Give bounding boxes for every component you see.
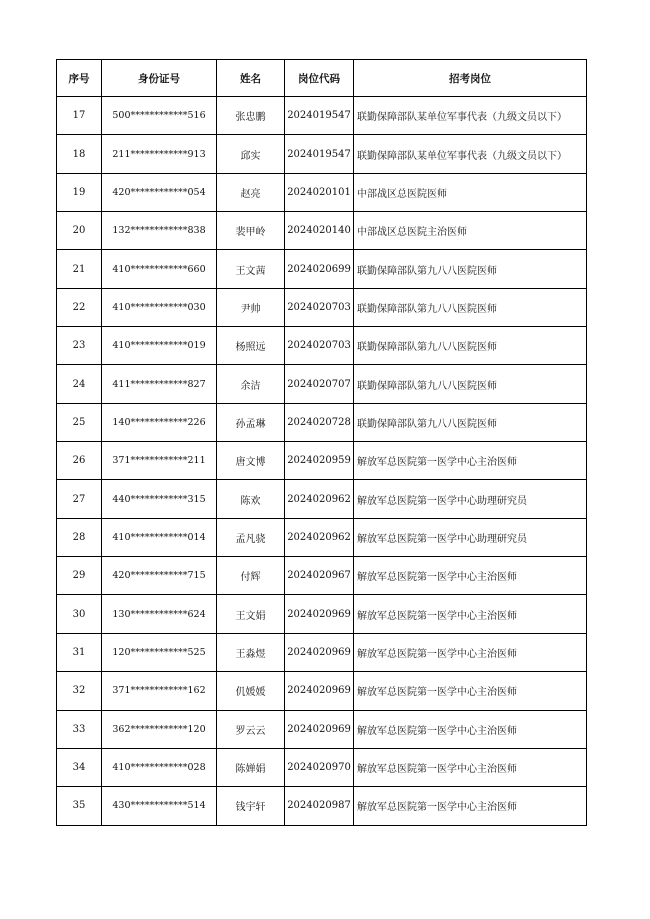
cell-no: 32 — [57, 672, 102, 710]
cell-post-code: 2024020962 — [285, 518, 354, 556]
cell-post-code: 2024020962 — [285, 480, 354, 518]
cell-post-title: 解放军总医院第一医学中心主治医师 — [354, 557, 587, 595]
table-row — [57, 480, 587, 518]
cell-post-title: 解放军总医院第一医学中心主治医师 — [354, 595, 587, 633]
cell-name: 裴甲岭 — [217, 212, 285, 250]
cell-no: 25 — [57, 403, 102, 441]
cell-no: 17 — [57, 97, 102, 135]
cell-no: 30 — [57, 595, 102, 633]
cell-id-number: 211************913 — [102, 135, 217, 173]
cell-id-number: 120************525 — [102, 633, 217, 671]
cell-post-code: 2024020969 — [285, 633, 354, 671]
cell-name: 尹帅 — [217, 288, 285, 326]
table-row — [57, 250, 587, 288]
cell-no: 28 — [57, 518, 102, 556]
header-post: 招考岗位 — [354, 60, 587, 97]
cell-name: 唐文博 — [217, 442, 285, 480]
cell-post-code: 2024020969 — [285, 710, 354, 748]
cell-name: 罗云云 — [217, 710, 285, 748]
cell-name: 孙孟琳 — [217, 403, 285, 441]
cell-id-number: 500************516 — [102, 97, 217, 135]
cell-no: 23 — [57, 327, 102, 365]
cell-no: 31 — [57, 633, 102, 671]
cell-post-title: 联勤保障部队第九八八医院医师 — [354, 365, 587, 403]
table-row — [57, 787, 587, 825]
table-row — [57, 97, 587, 135]
table-body — [57, 97, 587, 826]
cell-post-code: 2024020970 — [285, 748, 354, 786]
cell-post-title: 中部战区总医院主治医师 — [354, 212, 587, 250]
cell-no: 18 — [57, 135, 102, 173]
table-row — [57, 672, 587, 710]
cell-post-title: 中部战区总医院医师 — [354, 173, 587, 211]
cell-post-code: 2024019547 — [285, 97, 354, 135]
cell-no: 35 — [57, 787, 102, 825]
cell-id-number: 410************028 — [102, 748, 217, 786]
cell-post-code: 2024020707 — [285, 365, 354, 403]
cell-name: 付辉 — [217, 557, 285, 595]
cell-no: 24 — [57, 365, 102, 403]
cell-post-code: 2024019547 — [285, 135, 354, 173]
cell-id-number: 430************514 — [102, 787, 217, 825]
cell-post-title: 解放军总医院第一医学中心主治医师 — [354, 787, 587, 825]
cell-name: 钱宇轩 — [217, 787, 285, 825]
cell-id-number: 371************162 — [102, 672, 217, 710]
cell-post-title: 联勤保障部队第九八八医院医师 — [354, 327, 587, 365]
header-code: 岗位代码 — [285, 60, 354, 97]
cell-name: 陈欢 — [217, 480, 285, 518]
table-row — [57, 288, 587, 326]
cell-no: 29 — [57, 557, 102, 595]
cell-id-number: 410************660 — [102, 250, 217, 288]
recruitment-table — [56, 59, 587, 826]
cell-id-number: 410************019 — [102, 327, 217, 365]
table-row — [57, 595, 587, 633]
cell-id-number: 440************315 — [102, 480, 217, 518]
table-row — [57, 442, 587, 480]
cell-post-title: 解放军总医院第一医学中心主治医师 — [354, 710, 587, 748]
cell-post-title: 解放军总医院第一医学中心主治医师 — [354, 633, 587, 671]
cell-name: 杨照远 — [217, 327, 285, 365]
cell-name: 王文娟 — [217, 595, 285, 633]
cell-post-code: 2024020959 — [285, 442, 354, 480]
cell-post-code: 2024020969 — [285, 595, 354, 633]
cell-name: 余洁 — [217, 365, 285, 403]
cell-id-number: 132************838 — [102, 212, 217, 250]
table-row — [57, 212, 587, 250]
cell-name: 赵亮 — [217, 173, 285, 211]
cell-post-code: 2024020703 — [285, 288, 354, 326]
cell-no: 34 — [57, 748, 102, 786]
cell-no: 20 — [57, 212, 102, 250]
table-row — [57, 518, 587, 556]
cell-post-code: 2024020967 — [285, 557, 354, 595]
cell-post-code: 2024020101 — [285, 173, 354, 211]
cell-name: 王文茜 — [217, 250, 285, 288]
cell-name: 邱实 — [217, 135, 285, 173]
cell-post-title: 解放军总医院第一医学中心助理研究员 — [354, 480, 587, 518]
cell-post-title: 解放军总医院第一医学中心助理研究员 — [354, 518, 587, 556]
table-row — [57, 135, 587, 173]
cell-no: 26 — [57, 442, 102, 480]
table-row — [57, 557, 587, 595]
cell-post-title: 解放军总医院第一医学中心主治医师 — [354, 672, 587, 710]
cell-no: 33 — [57, 710, 102, 748]
cell-no: 22 — [57, 288, 102, 326]
cell-no: 27 — [57, 480, 102, 518]
cell-post-code: 2024020969 — [285, 672, 354, 710]
cell-id-number: 420************715 — [102, 557, 217, 595]
header-row — [57, 60, 587, 97]
cell-post-title: 联勤保障部队第九八八医院医师 — [354, 403, 587, 441]
cell-id-number: 362************120 — [102, 710, 217, 748]
cell-no: 19 — [57, 173, 102, 211]
cell-post-title: 联勤保障部队某单位军事代表（九级文员以下） — [354, 97, 587, 135]
cell-id-number: 371************211 — [102, 442, 217, 480]
table-row — [57, 365, 587, 403]
table-row — [57, 710, 587, 748]
table-row — [57, 327, 587, 365]
cell-id-number: 411************827 — [102, 365, 217, 403]
cell-id-number: 410************014 — [102, 518, 217, 556]
cell-id-number: 410************030 — [102, 288, 217, 326]
header-no: 序号 — [57, 60, 102, 97]
cell-post-title: 解放军总医院第一医学中心主治医师 — [354, 748, 587, 786]
cell-name: 孟凡骁 — [217, 518, 285, 556]
header-id: 身份证号 — [102, 60, 217, 97]
table-row — [57, 403, 587, 441]
cell-post-title: 联勤保障部队第九八八医院医师 — [354, 250, 587, 288]
cell-post-code: 2024020699 — [285, 250, 354, 288]
header-name: 姓名 — [217, 60, 285, 97]
cell-name: 张忠鹏 — [217, 97, 285, 135]
cell-post-code: 2024020987 — [285, 787, 354, 825]
cell-post-code: 2024020703 — [285, 327, 354, 365]
cell-id-number: 420************054 — [102, 173, 217, 211]
cell-name: 王淼煜 — [217, 633, 285, 671]
cell-id-number: 140************226 — [102, 403, 217, 441]
cell-post-title: 解放军总医院第一医学中心主治医师 — [354, 442, 587, 480]
table-row — [57, 173, 587, 211]
cell-no: 21 — [57, 250, 102, 288]
table-row — [57, 748, 587, 786]
cell-post-code: 2024020728 — [285, 403, 354, 441]
cell-id-number: 130************624 — [102, 595, 217, 633]
table-row — [57, 633, 587, 671]
cell-post-title: 联勤保障部队某单位军事代表（九级文员以下） — [354, 135, 587, 173]
cell-name: 仉媛媛 — [217, 672, 285, 710]
cell-post-code: 2024020140 — [285, 212, 354, 250]
cell-post-title: 联勤保障部队第九八八医院医师 — [354, 288, 587, 326]
cell-name: 陈婵娟 — [217, 748, 285, 786]
